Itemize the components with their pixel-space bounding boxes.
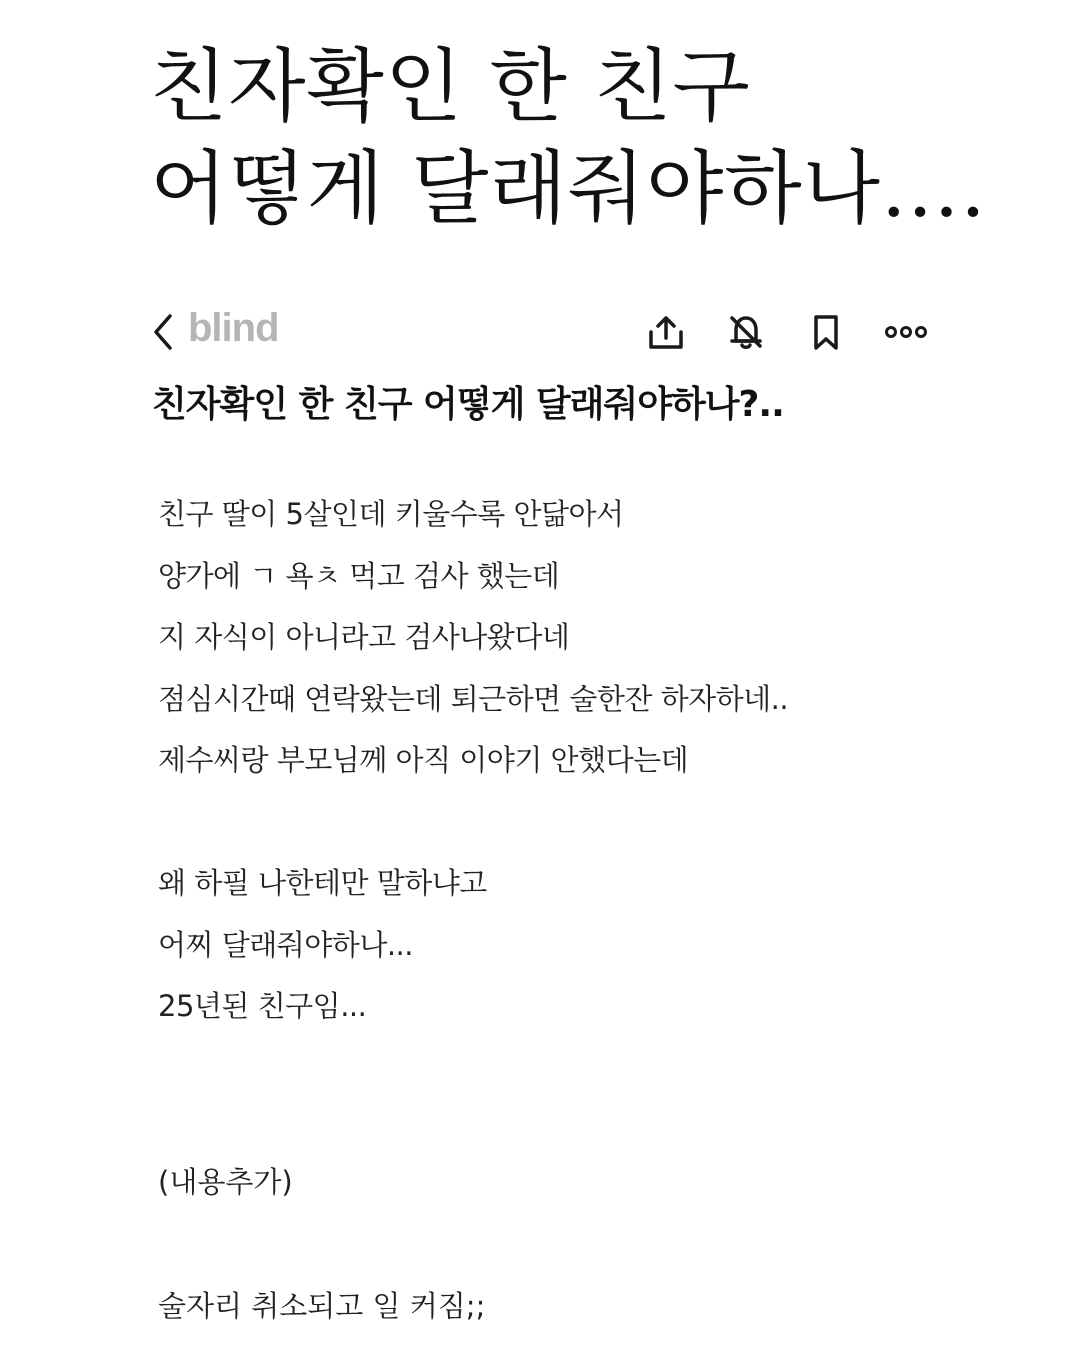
paragraph-gap (158, 792, 1018, 854)
top-bar (148, 300, 928, 364)
share-icon (646, 312, 686, 352)
post-body-line: 친구 딸이 5살인데 키울수록 안닮아서 (158, 497, 624, 531)
post-body-line: 양가에 ㄱ 욕ㅊ 먹고 검사 했는데 (158, 558, 560, 593)
notification-toggle-button[interactable] (724, 310, 768, 354)
back-button[interactable] (148, 312, 182, 352)
post-body-line: 점심시간때 연락왔는데 퇴근하면 술한잔 하자하네.. (158, 681, 789, 716)
post-title: 친자확인 한 친구 어떻게 달래줘야하나?.. (152, 384, 784, 425)
chevron-left-icon (148, 312, 182, 352)
action-bar (608, 310, 928, 354)
headline-line-1: 친자확인 한 친구 (150, 40, 751, 133)
addendum-label: (내용추가) (158, 1165, 293, 1199)
brand-logo: blind (188, 306, 279, 350)
notification-off-icon (726, 312, 766, 352)
more-icon (884, 312, 928, 352)
post-body-line: 어찌 달래줘야하나... (158, 927, 413, 962)
addendum-text: 술자리 취소되고 일 커짐;; (158, 1289, 486, 1323)
post-body (158, 484, 1018, 1038)
headline-line-2: 어떻게 달래줘야하나.... (150, 142, 987, 235)
headline (150, 36, 1030, 240)
more-button[interactable] (884, 310, 928, 354)
bookmark-icon (806, 312, 846, 352)
post-body-line: 왜 하필 나한테만 말하냐고 (158, 866, 487, 900)
post-body-line: 제수씨랑 부모님께 아직 이야기 안했다는데 (158, 743, 689, 777)
share-button[interactable] (644, 310, 688, 354)
bookmark-button[interactable] (804, 310, 848, 354)
post-body-line: 지 자식이 아니라고 검사나왔다네 (158, 620, 570, 654)
post-body-line: 25년된 친구임... (158, 989, 367, 1023)
